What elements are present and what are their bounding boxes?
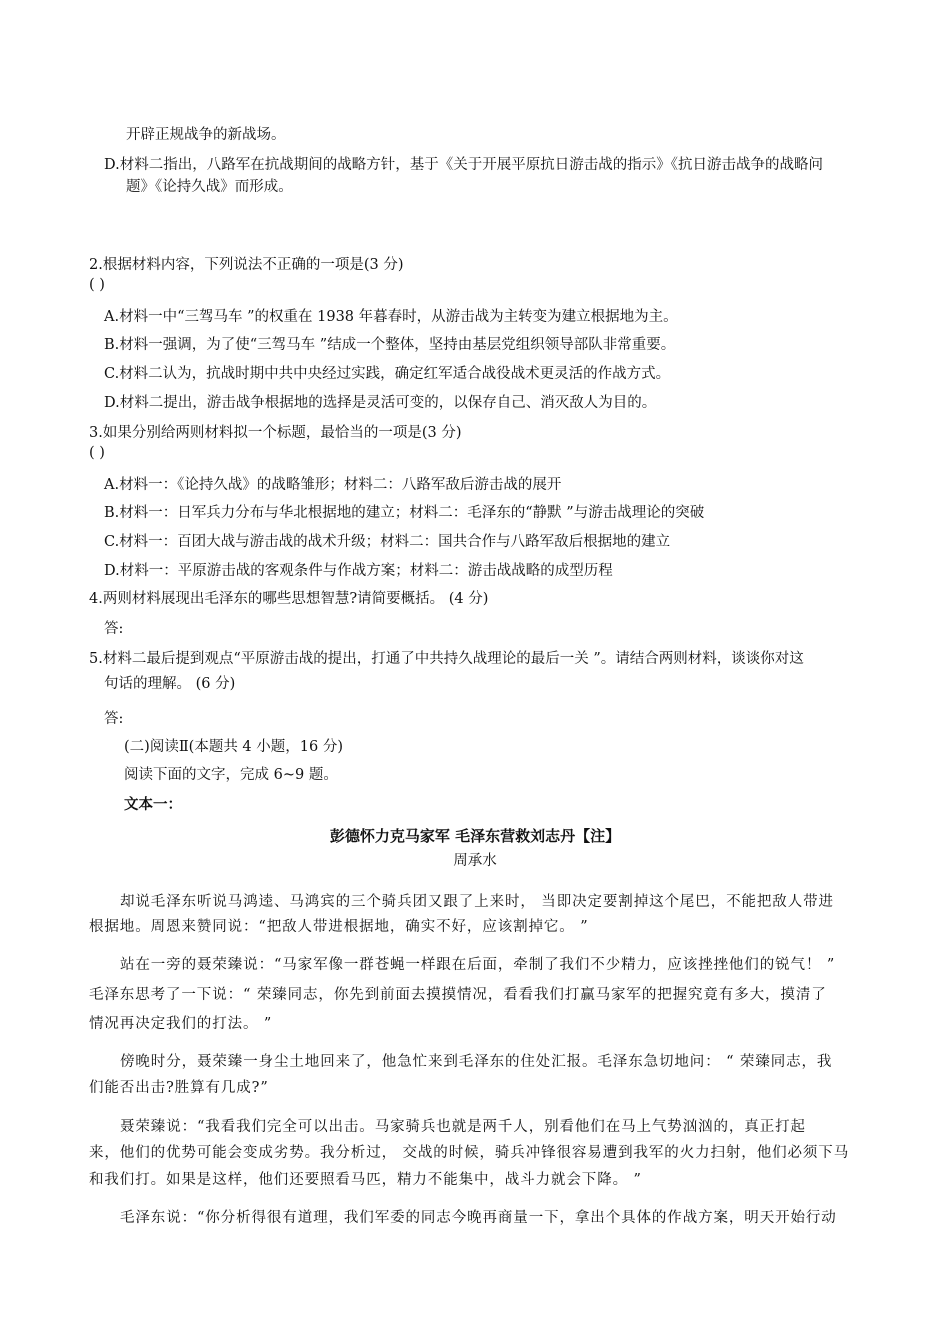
q1-option-c-continuation: 开辟正规战争的新战场。: [126, 127, 286, 143]
q3-option-b: B.材料一：日军兵力分布与华北根据地的建立；材料二：毛泽东的“静默 ”与游击战理论的突破: [104, 505, 705, 521]
paragraph-1-line-2: 根据地。周恩来赞同说：“把敌人带进根据地，确实不好，应该割掉它。 ”: [89, 919, 589, 935]
q2-option-d: D.材料二提出，游击战争根据地的选择是灵活可变的，以保存自己、消灭敌人为目的。: [104, 395, 657, 411]
q4-stem: 4.两则材料展现出毛泽东的哪些思想智慧?请简要概括。 (4 分): [89, 591, 489, 607]
paragraph-3-line-2: 们能否出击?胜算有几成?”: [89, 1080, 269, 1096]
q1-option-d-continuation: 题》《论持久战》而形成。: [126, 179, 293, 195]
paragraph-1-line-1: 却说毛泽东听说马鸿逵、马鸿宾的三个骑兵团又跟了上来时， 当即决定要割掉这个尾巴，不能把敌人带进: [120, 894, 834, 910]
q5-stem-continuation: 句话的理解。 (6 分): [104, 676, 236, 692]
q3-option-d: D.材料一：平原游击战的客观条件与作战方案；材料二：游击战战略的成型历程: [104, 563, 613, 579]
article-author: 周承水: [453, 853, 497, 869]
paragraph-2-line-2: 毛泽东思考了一下说：“ 荣臻同志，你先到前面去摸摸情况，看看我们打赢马家军的把握究竟有多大，摸清了: [89, 987, 827, 1003]
q2-option-c: C.材料二认为，抗战时期中共中央经过实践，确定红军适合战役战术更灵活的作战方式。: [104, 366, 671, 382]
paragraph-2-line-3: 情况再决定我们的打法。 ”: [89, 1016, 273, 1032]
paragraph-4-line-3: 和我们打。如果是这样，他们还要照看马匹，精力不能集中，战斗力就会下降。 ”: [89, 1172, 642, 1188]
q3-stem: 3.如果分别给两则材料拟一个标题，最恰当的一项是(3 分): [89, 425, 462, 441]
paragraph-3-line-1: 傍晚时分，聂荣臻一身尘土地回来了，他急忙来到毛泽东的住处汇报。毛泽东急切地问： “ 荣臻同志，我: [120, 1054, 833, 1070]
q1-option-d: D.材料二指出，八路军在抗战期间的战略方针，基于《关于开展平原抗日游击战的指示》《抗日游击战争的战略问: [104, 157, 823, 173]
q2-option-a: A.材料一中“三驾马车 ”的权重在 1938 年暮春时，从游击战为主转变为建立根据地为主。: [104, 309, 678, 325]
paragraph-5-line-1: 毛泽东说：“你分析得很有道理，我们军委的同志今晚再商量一下，拿出个具体的作战方案，明天开始行动: [120, 1210, 837, 1226]
q5-answer-label: 答:: [104, 711, 124, 727]
q2-option-b: B.材料一强调，为了使“三驾马车 ”结成一个整体，坚持由基层党组织领导部队非常重要。: [104, 337, 676, 353]
article-title: 彭德怀力克马家军 毛泽东营救刘志丹【注】: [329, 827, 621, 845]
text-one-label: 文本一：: [124, 797, 182, 813]
paragraph-4-line-2: 来，他们的优势可能会变成劣势。我分析过， 交战的时候，骑兵冲锋很容易遭到我军的火力扫射，他们必须下马: [89, 1145, 850, 1161]
q3-option-c: C.材料一：百团大战与游击战的战术升级；材料二：国共合作与八路军敌后根据地的建立: [104, 534, 671, 550]
q3-option-a: A.材料一：《论持久战》的战略雏形；材料二：八路军敌后游击战的展开: [104, 477, 562, 493]
paragraph-4-line-1: 聂荣臻说：“我看我们完全可以出击。马家骑兵也就是两千人，别看他们在马上气势汹汹的，真正打起: [120, 1119, 806, 1135]
q5-stem: 5.材料二最后提到观点“平原游击战的提出，打通了中共持久战理论的最后一关 ”。请结合两则材料，谈谈你对这: [89, 651, 804, 667]
q2-answer-paren: ( ): [89, 277, 105, 293]
q4-answer-label: 答:: [104, 621, 124, 637]
section-instruction: 阅读下面的文字，完成 6~9 题。: [124, 767, 338, 783]
q2-stem: 2.根据材料内容，下列说法不正确的一项是(3 分): [89, 257, 404, 273]
paragraph-2-line-1: 站在一旁的聂荣臻说：“马家军像一群苍蝇一样跟在后面，牵制了我们不少精力，应该挫挫他们的锐气！ ”: [120, 957, 836, 973]
q3-answer-paren: ( ): [89, 445, 105, 461]
section-heading: (二)阅读Ⅱ(本题共 4 小题，16 分): [124, 739, 343, 755]
